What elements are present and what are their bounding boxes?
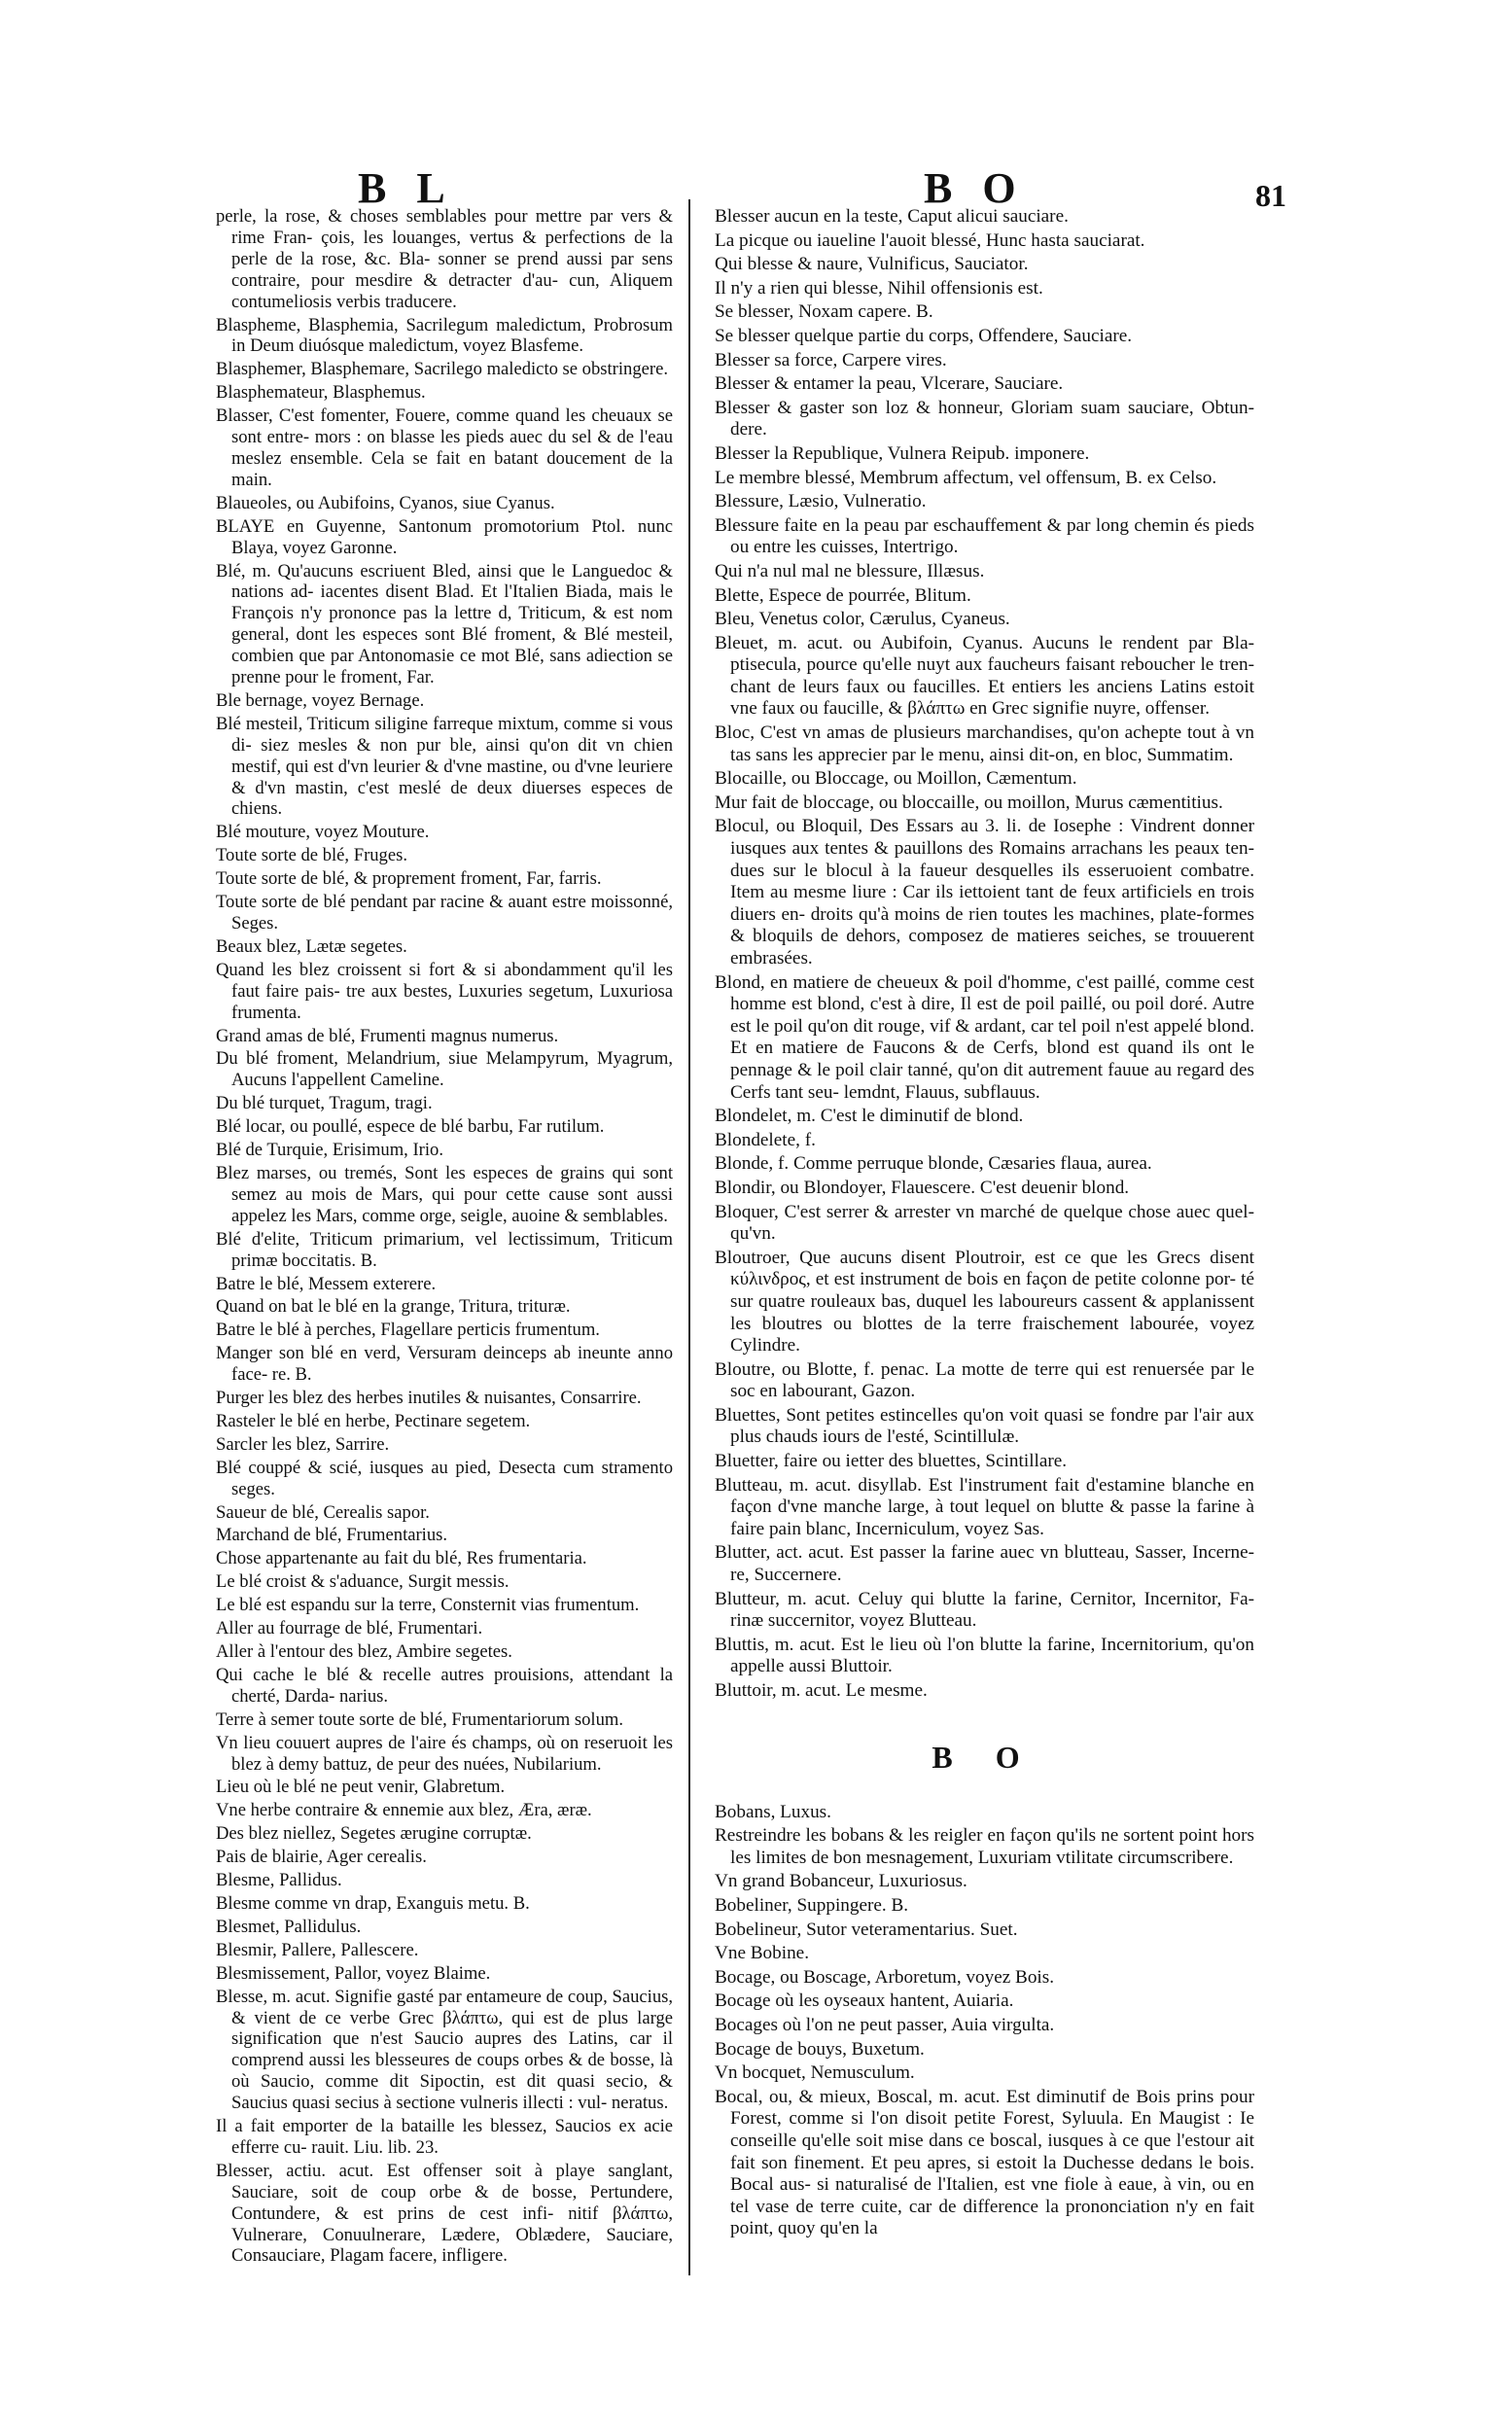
dictionary-entry: Batre le blé à perches, Flagellare perticis frumentum. (216, 1320, 600, 1341)
dictionary-entry: Blesser, actiu. acut. Est offenser soit à playe sanglant, Sauciare, soit de coup orbe & de bosse, Pertundere, Contundere, & est prins de cest infi- nitif βλάπτω, Vulnerare, Conuulnerare, Lædere, Oblædere, Sauciare, Consauciare, Plagam facere, infligere. (216, 2160, 673, 2267)
dictionary-entry: Qui n'a nul mal ne blessure, Illæsus. (715, 560, 985, 581)
dictionary-entry: Le blé est espandu sur la terre, Consternit vias frumentum. (216, 1595, 640, 1616)
dictionary-entry: Toute sorte de blé, Fruges. (216, 845, 407, 866)
dictionary-entry: Blasphemateur, Blasphemus. (216, 382, 426, 404)
dictionary-entry: Bobeliner, Suppingere. B. (715, 1894, 909, 1916)
dictionary-entry: Blonde, f. Comme perruque blonde, Cæsaries flaua, aurea. (715, 1153, 1152, 1175)
dictionary-entry: Beaux blez, Lætæ segetes. (216, 935, 407, 957)
right-column (715, 206, 1254, 2305)
dictionary-entry: Du blé turquet, Tragum, tragi. (216, 1093, 433, 1114)
dictionary-entry: Bobans, Luxus. (715, 1801, 831, 1822)
dictionary-entry: Blaspheme, Blasphemia, Sacrilegum maledictum, Probrosum in Deum diuósque maledictum, voyez Blasfeme. (216, 314, 673, 357)
dictionary-entry: Blasser, C'est fomenter, Fouere, comme quand les cheuaux se sont entre- mors : on blasse les pieds auec du sel & de l'eau meslez ensemble. Cela se fait en batant doucement de la main. (216, 405, 673, 490)
running-head-left: B L (358, 164, 455, 212)
dictionary-entry: Blesme, Pallidus. (216, 1870, 342, 1891)
dictionary-entry: Bluettes, Sont petites estincelles qu'on voit quasi se fondre par l'air aux plus chauds iours de l'esté, Scintillulæ. (715, 1404, 1254, 1448)
dictionary-entry: Blesser & entamer la peau, Vlcerare, Sauciare. (715, 373, 1064, 395)
dictionary-entry: Manger son blé en verd, Versuram deinceps ab ineunte anno face- re. B. (216, 1343, 673, 1386)
dictionary-entry: Blutter, act. acut. Est passer la farine auec vn blutteau, Sasser, Incerne- re, Succernere. (715, 1542, 1254, 1586)
dictionary-entry: Qui blesse & naure, Vulnificus, Sauciator. (715, 254, 1029, 275)
dictionary-entry: Blutteur, m. acut. Celuy qui blutte la farine, Cernitor, Incernitor, Fa- rinæ succernitor, voyez Blutteau. (715, 1588, 1254, 1632)
dictionary-entry: Bloutre, ou Blotte, f. penac. La motte de terre qui est renuersée par le soc en labourant, Gazon. (715, 1358, 1254, 1402)
dictionary-entry: Blond, en matiere de cheueux & poil d'homme, c'est paillé, comme cest homme est blond, c'est à dire, Il est de poil paillé, ou poil doré. Autre est le poil qu'on dit rouge, vif & ardant, car tel poil n'est appelé blond. Et en matiere de Faucons & de Cerfs, blond est quand ils ont le pennage & le poil clair tanné, qu'on dit autrement fauue au regard des Cerfs tant seu- lemdnt, Flauus, subflauus. (715, 971, 1254, 1103)
dictionary-entry: Vn bocquet, Nemusculum. (715, 2062, 915, 2084)
dictionary-entry: Vn grand Bobanceur, Luxuriosus. (715, 1871, 967, 1892)
dictionary-entry: Rasteler le blé en herbe, Pectinare segetem. (216, 1410, 531, 1431)
dictionary-entry: perle, la rose, & choses semblables pour mettre par vers & rime Fran- çois, les louanges, vertus & perfections de la perle de la rose, &c. Bla- sonner se prend aussi par sens contraire, pour mesdire & detracter d'au- cun, Aliquem contumeliosis verbis traducere. (216, 206, 673, 312)
dictionary-entry: Blocul, ou Bloquil, Des Essars au 3. li. de Iosephe : Vindrent donner iusques aux tentes & pauillons des Romains arrachans les peaux ten- dues sur le blocul à la faueur desquelles ils esseruoient combatre. Item au mesme liure : Car ils iettoient tant de feux artificiels en trois diuers en- droits qu'à moins de rien toutes les machines, plate-formes & bloquils de dehors, composez de matieres seiches, se trouuerent embrasées. (715, 816, 1254, 969)
column-divider (688, 199, 690, 2275)
dictionary-entry: Terre à semer toute sorte de blé, Frumentariorum solum. (216, 1709, 623, 1730)
dictionary-entry: Du blé froment, Melandrium, siue Melampyrum, Myagrum, Aucuns l'appellent Cameline. (216, 1048, 673, 1091)
section-heading-bo: B O (932, 1739, 1037, 1775)
dictionary-entry: Bluttoir, m. acut. Le mesme. (715, 1680, 928, 1701)
dictionary-entry: Le membre blessé, Membrum affectum, vel offensum, B. ex Celso. (715, 467, 1217, 488)
page-number: 81 (1255, 178, 1286, 213)
dictionary-entry: Bleuet, m. acut. ou Aubifoin, Cyanus. Aucuns le rendent par Bla- ptisecula, pource qu'elle nuyt aux faucheurs faisant reboucher le tren- chant de leurs faux ou faucilles. Et entiers les anciens Latins estoit vne faux ou faucille, & βλάπτω en Grec signifie nuyre, offenser. (715, 632, 1254, 720)
dictionary-entry: Bocal, ou, & mieux, Boscal, m. acut. Est diminutif de Bois prins pour Forest, comme si l'on disoit petite Forest, Syluula. En Maugist : Ie conseille qu'elle soit mise dans ce boscal, iusques à ce que l'estour ait fait son finement. Et peu apres, si estoit la Duchesse dedans le bois. Bocal aus- si naturalisé de l'Italien, est vne fiole à eaue, à vin, ou en tel vase de terre cuite, car de difference la prononciation n'y en fait point, quoy qu'en la (715, 2086, 1254, 2239)
dictionary-entry: Vn lieu couuert aupres de l'aire és champs, où on reseruoit les blez à demy battuz, de peur des nuées, Nubilarium. (216, 1732, 673, 1775)
dictionary-entry: Blé de Turquie, Erisimum, Irio. (216, 1140, 443, 1161)
dictionary-entry: Bleu, Venetus color, Cærulus, Cyaneus. (715, 609, 1010, 630)
dictionary-entry: Bobelineur, Sutor veteramentarius. Suet. (715, 1919, 1018, 1940)
dictionary-entry: Blesmir, Pallere, Pallescere. (216, 1939, 419, 1960)
dictionary-entry: Blé locar, ou poullé, espece de blé barbu, Far rutilum. (216, 1116, 605, 1138)
running-head-right: B O (924, 164, 1026, 212)
dictionary-entry: Blé couppé & scié, iusques au pied, Desecta cum stramento seges. (216, 1457, 673, 1499)
dictionary-entry: BLAYE en Guyenne, Santonum promotorium Ptol. nunc Blaya, voyez Garonne. (216, 515, 673, 558)
dictionary-entry: Blesse, m. acut. Signifie gasté par entameure de coup, Saucius, & vient de ce verbe Grec βλάπτω, qui est de plus large signification que n'est Saucio aupres des Latins, car il comprend aussi les blesseures de coups orbes & de bosse, là où Saucio, comme dit Sipoctin, est dit quasi secio, & Saucius quasi secius à sectione vulneris illecti : vul- neratus. (216, 1986, 673, 2114)
dictionary-entry: Marchand de blé, Frumentarius. (216, 1525, 448, 1546)
dictionary-entry: Qui cache le blé & recelle autres prouisions, attendant la cherté, Darda- narius. (216, 1664, 673, 1707)
dictionary-entry: Bocage de bouys, Buxetum. (715, 2038, 925, 2060)
dictionary-entry: Mur fait de bloccage, ou bloccaille, ou moillon, Murus cæmentitius. (715, 792, 1223, 813)
dictionary-entry: Restreindre les bobans & les reigler en façon qu'ils ne sortent point hors les limites de bon mesnagement, Luxuriam vtilitate circumscribere. (715, 1825, 1254, 1868)
dictionary-entry: Blesmissement, Pallor, voyez Blaime. (216, 1962, 491, 1984)
dictionary-entry: Grand amas de blé, Frumenti magnus numerus. (216, 1025, 559, 1046)
dictionary-entry: Bluetter, faire ou ietter des bluettes, Scintillare. (715, 1451, 1068, 1472)
dictionary-entry: Blé mouture, voyez Mouture. (216, 822, 430, 843)
left-column (216, 206, 673, 2305)
dictionary-entry: Sarcler les blez, Sarrire. (216, 1433, 390, 1455)
dictionary-entry: Le blé croist & s'aduance, Surgit messis. (216, 1571, 510, 1593)
dictionary-entry: Blocaille, ou Bloccage, ou Moillon, Cæmentum. (715, 768, 1077, 790)
dictionary-entry: Toute sorte de blé pendant par racine & auant estre moissonné, Seges. (216, 892, 673, 934)
dictionary-entry: Bloutroer, Que aucuns disent Ploutroir, est ce que les Grecs disent κύλινδρος, et est instrument de bois en façon de petite colonne por- té sur quatre rouleaux bas, duquel les laboureurs cassent & applanissent les bloutres ou blottes de la terre fraischement labourée, voyez Cylindre. (715, 1247, 1254, 1356)
dictionary-entry: Bocages où l'on ne peut passer, Auia virgulta. (715, 2014, 1055, 2035)
dictionary-entry: Blé, m. Qu'aucuns escriuent Bled, ainsi que le Languedoc & nations ad- iacentes disent Blad. Et l'Italien Biada, mais le François n'y prononce pas la lettre d, Triticum, & est nom general, dont les especes sont Blé froment, & Blé mesteil, combien que par Antonomasie ce mot Blé, sans adiection se prenne pour le froment, Far. (216, 560, 673, 688)
dictionary-entry: Bloc, C'est vn amas de plusieurs marchandises, qu'on achepte tout à vn tas sans les apprecier par le menu, ainsi dit-on, en bloc, Summatim. (715, 722, 1254, 765)
dictionary-entry: Blesser la Republique, Vulnera Reipub. imponere. (715, 442, 1090, 464)
dictionary-entry: Blesser aucun en la teste, Caput alicui sauciare. (715, 206, 1069, 227)
dictionary-entry: Blaueoles, ou Aubifoins, Cyanos, siue Cyanus. (216, 492, 555, 513)
dictionary-entry: Blessure, Læsio, Vulneratio. (715, 491, 927, 512)
dictionary-entry: Blasphemer, Blasphemare, Sacrilego maledicto se obstringere. (216, 359, 668, 380)
dictionary-entry: Blez marses, ou tremés, Sont les especes de grains qui sont semez au mois de Mars, qui pour cette cause sont aussi appelez les Mars, comme orge, seigle, auoine & semblables. (216, 1162, 673, 1226)
dictionary-entry: Blessure faite en la peau par eschauffement & par long chemin és pieds ou entre les cuisses, Intertrigo. (715, 514, 1254, 558)
dictionary-entry: Bocage où les oyseaux hantent, Auiaria. (715, 1991, 1014, 2012)
dictionary-entry: Vne Bobine. (715, 1943, 809, 1964)
dictionary-entry: Pais de blairie, Ager cerealis. (216, 1847, 427, 1868)
dictionary-entry: Blé d'elite, Triticum primarium, vel lectissimum, Triticum primæ boccitatis. B. (216, 1228, 673, 1271)
dictionary-entry: Saueur de blé, Cerealis sapor. (216, 1501, 430, 1523)
dictionary-entry: Blesser & gaster son loz & honneur, Gloriam suam sauciare, Obtun- dere. (715, 397, 1254, 440)
dictionary-entry: Se blesser quelque partie du corps, Offendere, Sauciare. (715, 325, 1133, 346)
right-entries-bl (715, 206, 1254, 1703)
dictionary-entry: Blondelet, m. C'est le diminutif de blond. (715, 1106, 1024, 1127)
dictionary-entry: Toute sorte de blé, & proprement froment, Far, farris. (216, 868, 602, 890)
dictionary-entry: Chose appartenante au fait du blé, Res frumentaria. (216, 1548, 587, 1569)
dictionary-entry: Quand on bat le blé en la grange, Tritura, trituræ. (216, 1296, 571, 1318)
dictionary-entry: La picque ou iaueline l'auoit blessé, Hunc hasta sauciarat. (715, 229, 1145, 251)
dictionary-entry: Bluttis, m. acut. Est le lieu où l'on blutte la farine, Incernitorium, qu'on appelle aussi Bluttoir. (715, 1634, 1254, 1677)
dictionary-entry: Blette, Espece de pourrée, Blitum. (715, 584, 971, 606)
dictionary-entry: Blondelete, f. (715, 1129, 816, 1150)
dictionary-entry: Aller au fourrage de blé, Frumentari. (216, 1618, 483, 1639)
dictionary-entry: Blesser sa force, Carpere vires. (715, 349, 947, 370)
dictionary-entry: Des blez niellez, Segetes ærugine corruptæ. (216, 1823, 532, 1845)
dictionary-entry: Bloquer, C'est serrer & arrester vn marché de quelque chose auec quel- qu'vn. (715, 1201, 1254, 1245)
dictionary-entry: Il n'y a rien qui blesse, Nihil offensionis est. (715, 277, 1043, 299)
dictionary-entry: Blondir, ou Blondoyer, Flauescere. C'est deuenir blond. (715, 1177, 1130, 1198)
dictionary-entry: Bocage, ou Boscage, Arboretum, voyez Bois. (715, 1966, 1055, 1988)
right-entries-bo (715, 1802, 1254, 2240)
dictionary-entry: Blé mesteil, Triticum siligine farreque mixtum, comme si vous di- siez mesles & non pur ble, ainsi qu'on dit vn chien mestif, qui est d'vn leurier & d'vne mastine, ou d'vne leuriere & d'vn mastin, c'est meslé de deux diuerses especes de chiens. (216, 713, 673, 820)
dictionary-entry: Batre le blé, Messem exterere. (216, 1273, 437, 1294)
dictionary-entry: Blesmet, Pallidulus. (216, 1916, 362, 1937)
dictionary-entry: Blesme comme vn drap, Exanguis metu. B. (216, 1892, 530, 1914)
dictionary-entry: Quand les blez croissent si fort & si abondamment qu'il les faut faire pais- tre aux bestes, Luxuries segetum, Luxuriosa frumenta. (216, 959, 673, 1023)
dictionary-entry: Aller à l'entour des blez, Ambire segetes. (216, 1641, 512, 1662)
dictionary-entry: Se blesser, Noxam capere. B. (715, 301, 933, 323)
dictionary-entry: Ble bernage, voyez Bernage. (216, 689, 425, 711)
dictionary-entry: Lieu où le blé ne peut venir, Glabretum. (216, 1777, 506, 1798)
dictionary-entry: Purger les blez des herbes inutiles & nuisantes, Consarrire. (216, 1388, 642, 1409)
dictionary-entry: Il a fait emporter de la bataille les blessez, Saucios ex acie efferre cu- rauit. Liu. lib. 23. (216, 2116, 673, 2158)
dictionary-entry: Vne herbe contraire & ennemie aux blez, Æra, æræ. (216, 1800, 592, 1821)
dictionary-entry: Blutteau, m. acut. disyllab. Est l'instrument fait d'estamine blanche en façon d'vne manche large, à tout lequel on blutte & passe la farine à faire pain blanc, Incerniculum, voyez Sas. (715, 1474, 1254, 1539)
